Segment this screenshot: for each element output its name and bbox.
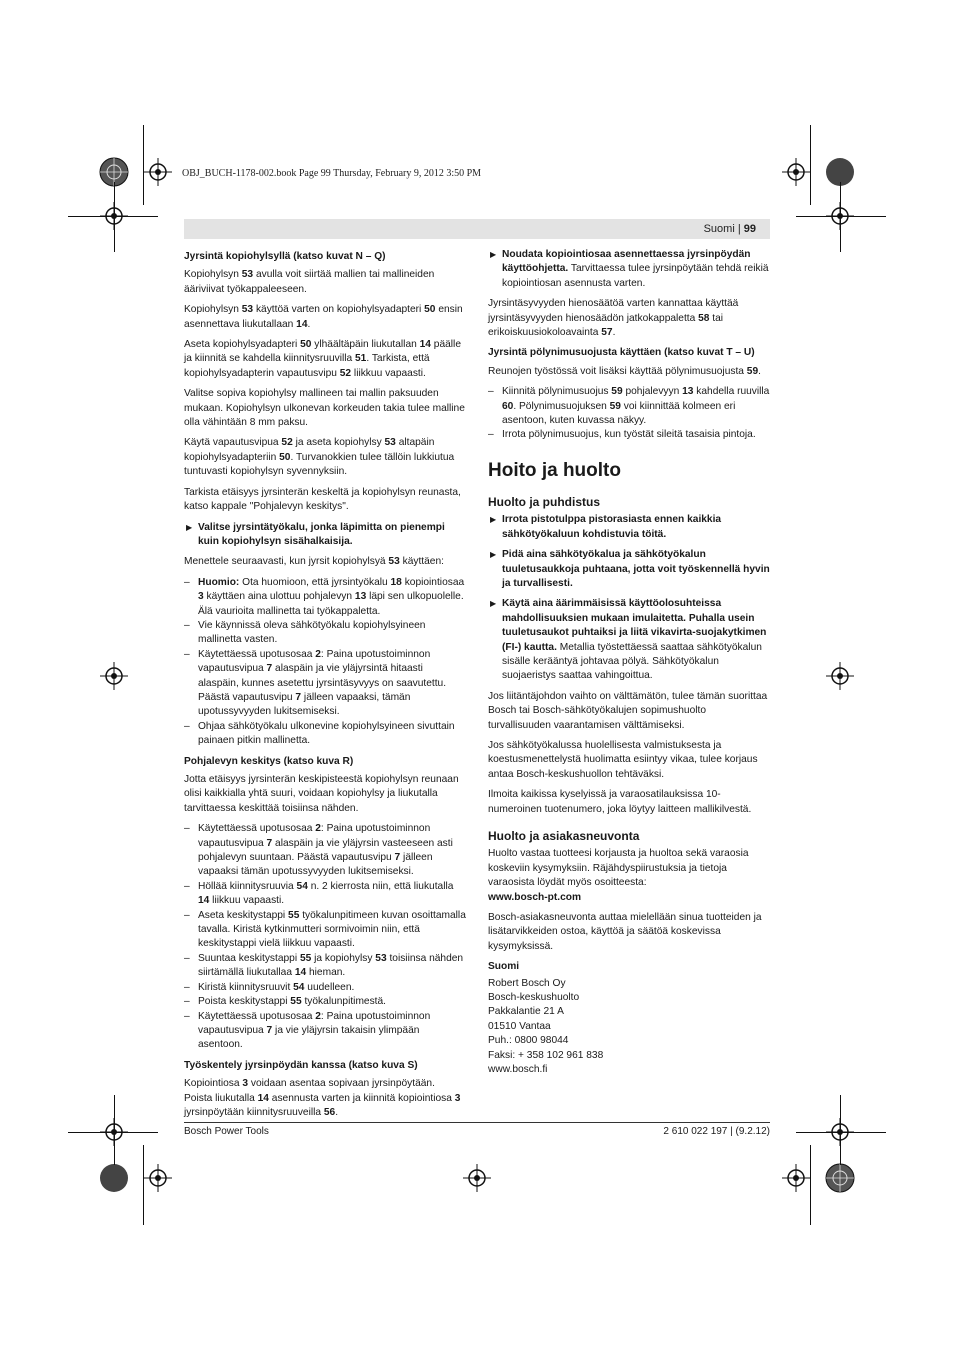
page-label: [704, 223, 756, 235]
footer-rule: [184, 1122, 770, 1123]
crop-line: [796, 1132, 886, 1133]
bold-ref: 54: [293, 981, 305, 993]
bold-ref: 58: [698, 312, 710, 324]
text-run: Suuntaa keskitystappi: [198, 952, 300, 964]
bullet-arrow-icon: ▶: [490, 515, 497, 525]
paragraph: [184, 338, 466, 381]
section-name: Suomi: [703, 223, 735, 235]
bold-ref: 51: [355, 353, 367, 365]
text-run: Kiinnitä pölynimusuojus: [502, 386, 612, 398]
bold-ref: 14: [296, 318, 308, 330]
warning-item: ▶ Käytä aina äärimmäisissä käyttöolosuhteissa mahdollisuuksien mukaan imulaitetta. Puhalla usein tuuletusaukot puhtaiksi ja liitä vikavirta-suojakytkimen (FI-) kautta. Metallia työstettäessä saattaa sähkötyökalun sisälle kerääntyä johtavaa pölyä. Sähkötyökalun suojaeristys saattaa vahingoittua.: [490, 598, 767, 682]
text-run: Aseta keskitystappi: [198, 909, 289, 921]
text-run: Käytettäessä upotusosaa: [198, 823, 316, 835]
bold-ref: 53: [241, 304, 254, 316]
bullet-arrow-icon: ▶: [490, 550, 497, 560]
list-item: [184, 822, 466, 880]
text-run: jälleen vapaaksi, tämän upotussyvyyden lukitsemiseksi.: [198, 691, 411, 718]
bold-ref: 55: [299, 952, 312, 964]
paragraph: [488, 297, 770, 340]
text-run: Jyrsintäsyvyyden hienosäätöä varten kannattaa käyttää jyrsintäsyvyyden hienosäädön jatkokappaletta: [488, 298, 739, 324]
paragraph: Ilmoita kaikissa kyselyissä ja varaosatilauksissa 10-numeroinen tuotenumero, joka löytyy laitteen mallikilvestä.: [488, 789, 752, 815]
bold-ref: Huomio:: [198, 576, 240, 588]
bold-ref: 14: [294, 967, 307, 979]
bold-ref: 50: [424, 304, 436, 316]
crosshair-icon: [144, 1164, 172, 1192]
bold-ref: 3: [198, 591, 204, 603]
text-run: kopiointiosaa: [401, 576, 465, 588]
footer-brand: Bosch Power Tools: [184, 1126, 269, 1137]
step-list: [184, 576, 466, 749]
text-run: voi kiinnittää kolmeen eri asentoon, kuten kuvassa näkyy.: [502, 400, 736, 427]
text-run: : Paina upotustoiminnon vapautusvipua: [198, 823, 431, 849]
bold-ref: 13: [354, 591, 367, 603]
text-run: alaspäin ja vie yläjyrsintä hitaasti alaspäin, kunnes asetettu jyrsintäsyvyys on saavutettu. Päästä vapautusvipu: [198, 663, 447, 703]
bold-ref: 2: [315, 823, 321, 835]
bold-ref: 14: [257, 1092, 269, 1104]
list-item: – Ohjaa sähkötyökalu ulkonevine kopiohylsyineen sivuttain painaen pitkin mallinetta.: [184, 720, 466, 749]
bold-ref: 55: [290, 996, 302, 1008]
address-line: Robert Bosch Oy: [488, 977, 566, 989]
bold-ref: 3: [242, 1078, 249, 1090]
crosshair-icon: [100, 662, 128, 690]
section-title: Pohjalevyn keskitys (katso kuva R): [184, 755, 354, 767]
crop-line: [68, 216, 158, 217]
text-run: työkalunpitimeen kuvan osoittamalla tavalla. Kiristä kytkinmutteri sormivoimin niin, että keskitystappi vielä liikkuu vapaasti.: [198, 909, 466, 950]
bold-ref: 59: [746, 365, 759, 377]
bold-ref: 56: [323, 1106, 336, 1118]
text-run: ylhäältäpäin liukutallan: [311, 339, 420, 351]
section-title: Jyrsintä kopiohylsyllä (katso kuvat N – Q): [184, 251, 386, 262]
text-run: jälleen vapaaksi tämän upotussyvyyden lukitsemiseksi.: [198, 852, 433, 878]
text-run: ja vie yläjyrsin takaisin ylimpään asentoon.: [198, 1024, 420, 1051]
bold-ref: 7: [394, 852, 401, 864]
bold-ref: 60: [502, 400, 514, 412]
print-header: OBJ_BUCH-1178-002.book Page 99 Thursday, February 9, 2012 3:50 PM: [182, 168, 482, 179]
list-item: [184, 1010, 466, 1053]
registration-mark-icon: [824, 1162, 856, 1194]
crop-line: [810, 1145, 811, 1225]
text-run: Poista keskitystappi: [198, 996, 291, 1008]
paragraph: [184, 436, 466, 479]
crop-line: [143, 125, 144, 205]
chapter-heading: Hoito ja huolto: [488, 459, 621, 481]
address-line: Pakkalantie 21 A: [488, 1006, 564, 1018]
separator: |: [734, 223, 744, 235]
crop-line: [68, 1132, 158, 1133]
bold-ref: 50: [279, 451, 291, 463]
warning-item: ▶ Irrota pistotulppa pistorasiasta ennen kaikkia sähkötyökaluun kohdistuvia töitä.: [490, 514, 722, 540]
text-run: n. 2 kierrosta niin, että liukutalla: [307, 880, 454, 892]
list-item: [488, 385, 770, 428]
crosshair-icon: [782, 158, 810, 186]
text-run: uudelleen.: [304, 981, 355, 993]
list-item: [184, 981, 466, 995]
section-title: Jyrsintä pölynimusuojusta käyttäen (katso kuvat T – U): [488, 347, 755, 359]
bold-ref: 7: [295, 691, 302, 703]
text-run: pohjalevyyn: [622, 386, 683, 398]
website-link[interactable]: www.bosch-pt.com: [488, 891, 582, 903]
warning-item: ▶ Valitse jyrsintätyökalu, jonka läpimitta on pienempi kuin kopiohylsyn sisähalkaisija.: [186, 521, 445, 547]
text-run: Käytettäessä upotusosaa: [198, 1010, 316, 1022]
address-line: 01510 Vantaa: [488, 1020, 551, 1032]
text-run: Ota huomioon, että jyrsintyökalu: [239, 576, 391, 588]
bold-ref: 52: [281, 437, 293, 449]
paragraph: [184, 303, 466, 332]
bold-ref: 50: [300, 339, 312, 351]
bold-ref: 53: [384, 437, 396, 449]
text-run: toisiinsa nähden siirtämällä liukutallaa: [198, 952, 464, 979]
text-run: päälle ja kiinnitä se kahdella kiinnitysruuvilla: [184, 339, 461, 365]
crosshair-icon: [782, 1164, 810, 1192]
list-item: – Irrota pölynimusuojus, kun työstät sileitä tasaisia pintoja.: [488, 428, 770, 442]
text-run: . Tarkista, että kopiohylsyadapterin vapautusvipu: [184, 353, 430, 379]
text-run: .: [758, 365, 761, 377]
text-run: . Turvanokkien tulee tällöin lukkiutua tuntuvasti kopiohylsyn syvennyksiin.: [184, 451, 455, 478]
bold-ref: 52: [339, 367, 352, 379]
text-run: Kiristä kiinnitysruuvit: [198, 981, 294, 993]
address-line: Bosch-keskushuolto: [488, 992, 580, 1004]
text-run: altapäin kopiohylsyadapteriin: [184, 437, 435, 463]
bold-ref: 53: [388, 556, 400, 568]
website-link[interactable]: www.bosch.fi: [488, 1064, 548, 1076]
text-run: Höllää kiinnitysruuvia: [198, 880, 297, 892]
text-run: työkalunpitimestä.: [301, 996, 387, 1008]
text-run: Kopiointiosa: [184, 1078, 243, 1090]
crop-line: [840, 182, 841, 252]
bold-ref: 57: [601, 327, 613, 339]
warning-item: ▶ Noudata kopiointiosaa asennettaessa jyrsinpöydän käyttöohjetta. Tarvittaessa tulee jyrsinpöytään tehdä reikiä kopiointiosan asennusta varten.: [490, 249, 769, 289]
right-column: [488, 248, 770, 1078]
bold-ref: 18: [390, 576, 402, 588]
text-run: Menettele seuraavasti, kun jyrsit kopiohylsyä: [184, 556, 389, 568]
crop-line: [810, 125, 811, 205]
text-run: alaspäin ja vie yläjyrsin vasteeseen asti pohjalevyn suuntaan. Päästä vapautusvipu: [198, 837, 453, 864]
paragraph: Tarkista etäisyys jyrsinterän keskeltä ja kopiohylsyn reunasta, katso kappale "Pohjalevyn keskitys".: [184, 486, 461, 513]
text-run: voidaan asentaa sopivaan jyrsinpöytään. Poista liukutalla: [184, 1078, 435, 1104]
paragraph: [184, 555, 466, 569]
bold-ref: 54: [296, 880, 308, 892]
address-line: Puh.: 0800 98044: [488, 1035, 569, 1047]
text-run: : Paina upotustoiminnon vapautusvipua: [198, 648, 431, 675]
bold-ref: 7: [266, 837, 273, 849]
bold-ref: 2: [315, 1010, 321, 1022]
text-run: jyrsinpöytään kiinnitysruuveilla: [184, 1106, 324, 1118]
bold-ref: 14: [419, 339, 431, 351]
warning-item: ▶ Pidä aina sähkötyökalua ja sähkötyökalun tuuletusaukkoja puhtaana, jotta voit työskennellä hyvin ja turvallisesti.: [490, 549, 770, 589]
left-column: [184, 248, 466, 1126]
list-item: [184, 576, 466, 619]
paragraph: Bosch-asiakasneuvonta auttaa mielellään sinua tuotteiden ja lisätarvikkeiden ostoa, käyttöä ja säätöä koskevissa kysymyksissä.: [488, 912, 762, 952]
crop-line: [143, 1145, 144, 1225]
text-run: Käytä vapautusvipua: [184, 437, 282, 449]
text-run: läpi sen ulkopuolelle. Älä vaurioita mallinetta tai työkappaletta.: [198, 591, 464, 617]
text-run: .: [612, 327, 616, 339]
list-item: [184, 909, 466, 952]
text-run: ensin asennettava liukutallaan: [184, 304, 463, 330]
address-block: [488, 977, 770, 1078]
bold-ref: 55: [288, 909, 300, 921]
paragraph: [184, 268, 466, 297]
list-item: [184, 995, 466, 1009]
paragraph: Huolto vastaa tuotteesi korjausta ja huoltoa sekä varaosia koskeviin kysymyksiin. Räjähdyspiirustuksia ja tietoja varaosista löydät myös osoitteesta:: [488, 848, 749, 889]
paragraph: Jos sähkötyökalussa huolellisesta valmistuksesta ja koestusmenettelystä huolimatta esiintyy vikaa, tulee korjaus antaa Bosch-keskushuollon tehtäväksi.: [488, 739, 758, 780]
section-heading: Huolto ja asiakasneuvonta: [488, 829, 640, 843]
paragraph: [184, 1077, 466, 1120]
bold-ref: 13: [682, 386, 694, 398]
text-run: käyttäen:: [399, 556, 444, 568]
running-header: [184, 219, 770, 239]
text-run: .: [307, 318, 311, 330]
step-list: [184, 822, 466, 1053]
paragraph: [488, 365, 770, 379]
registration-mark-icon: [98, 1162, 130, 1194]
text-run: tai erikoiskuusiokoloavainta: [488, 312, 724, 339]
text-run: hieman.: [306, 967, 346, 979]
bold-ref: 7: [266, 1024, 273, 1036]
crop-line: [796, 216, 886, 217]
paragraph: Valitse sopiva kopiohylsy mallineen tai mallin paksuuden mukaan. Kopiohylsyn ulkonevan korkeuden takia tulee malline olla vähintään 8 mm paksu.: [184, 388, 465, 429]
crosshair-icon: [826, 662, 854, 690]
bold-ref: 59: [611, 386, 623, 398]
text-run: Aseta kopiohylsyadapteri: [184, 339, 301, 351]
text-run: käyttöä varten on kopiohylsyadapteri: [253, 304, 425, 316]
text-run: asennusta varten ja kiinnitä kopiointiosa: [268, 1092, 455, 1104]
bullet-arrow-icon: ▶: [490, 250, 497, 259]
crop-line: [840, 1095, 841, 1165]
text-run: käyttäen aina ulottuu pohjalevyn: [203, 591, 355, 603]
text-run: : Paina upotustoiminnon vapautusvipua: [198, 1010, 431, 1036]
list-item: [184, 880, 466, 909]
section-heading: Huolto ja puhdistus: [488, 494, 600, 509]
bullet-arrow-icon: ▶: [490, 599, 497, 609]
bold-ref: 59: [609, 400, 621, 412]
footer-doc-number: 2 610 022 197 | (9.2.12): [663, 1126, 770, 1137]
list-item: – Vie käynnissä oleva sähkötyökalu kopiohylsyineen mallinetta vasten.: [184, 619, 466, 648]
paragraph: Jos liitäntäjohdon vaihto on välttämätön, tulee tämän suorittaa Bosch tai Bosch-sähkötyökalujen sopimushuolto turvallisuuden vaarantamisen välttämiseksi.: [488, 690, 768, 731]
section-title: Työskentely jyrsinpöydän kanssa (katso kuva S): [184, 1059, 418, 1071]
bold-ref: 7: [266, 663, 273, 675]
crosshair-icon: [144, 158, 172, 186]
list-item: [184, 648, 466, 720]
bold-ref: 3: [454, 1092, 461, 1104]
text-run: Kopiohylsyn: [184, 269, 242, 281]
crosshair-icon: [463, 1164, 491, 1192]
country-label: Suomi: [488, 961, 520, 973]
bold-ref: 53: [375, 952, 387, 964]
text-run: .: [335, 1106, 339, 1118]
list-item: [184, 952, 466, 981]
crop-line: [114, 182, 115, 252]
text-run: liikkuu vapaasti.: [209, 895, 285, 907]
bold-ref: 14: [198, 895, 210, 907]
text-run: ja aseta kopiohylsy: [292, 437, 385, 449]
text-run: Käytettäessä upotusosaa: [198, 648, 316, 660]
paragraph: Jotta etäisyys jyrsinterän keskipisteestä kopiohylsyn reunaan olisi kaikkialla yhtä suuri, voidaan kopiohylsy ja liukutalla tarvittaessa keskittää toisiinsa nähden.: [184, 774, 459, 814]
bold-ref: 53: [241, 269, 254, 281]
text-run: . Pölynimusuojuksen: [513, 400, 610, 412]
bold-ref: 2: [315, 648, 321, 660]
text-run: avulla voit siirtää mallien tai mallineiden ääriviivat työkappaleeseen.: [184, 269, 435, 295]
crop-line: [114, 1095, 115, 1165]
bullet-arrow-icon: ▶: [186, 522, 193, 532]
step-list: [488, 385, 770, 443]
text-run: Reunojen työstössä voit lisäksi käyttää pölynimusuojusta: [488, 365, 747, 377]
page-number: 99: [743, 223, 756, 235]
text-run: kahdella ruuvilla: [693, 386, 770, 398]
text-run: Kopiohylsyn: [184, 304, 242, 316]
text-run: liikkuu vapaasti.: [351, 367, 426, 379]
text-run: ja kopiohylsy: [311, 952, 376, 964]
address-line: Faksi: + 358 102 961 838: [488, 1049, 604, 1061]
